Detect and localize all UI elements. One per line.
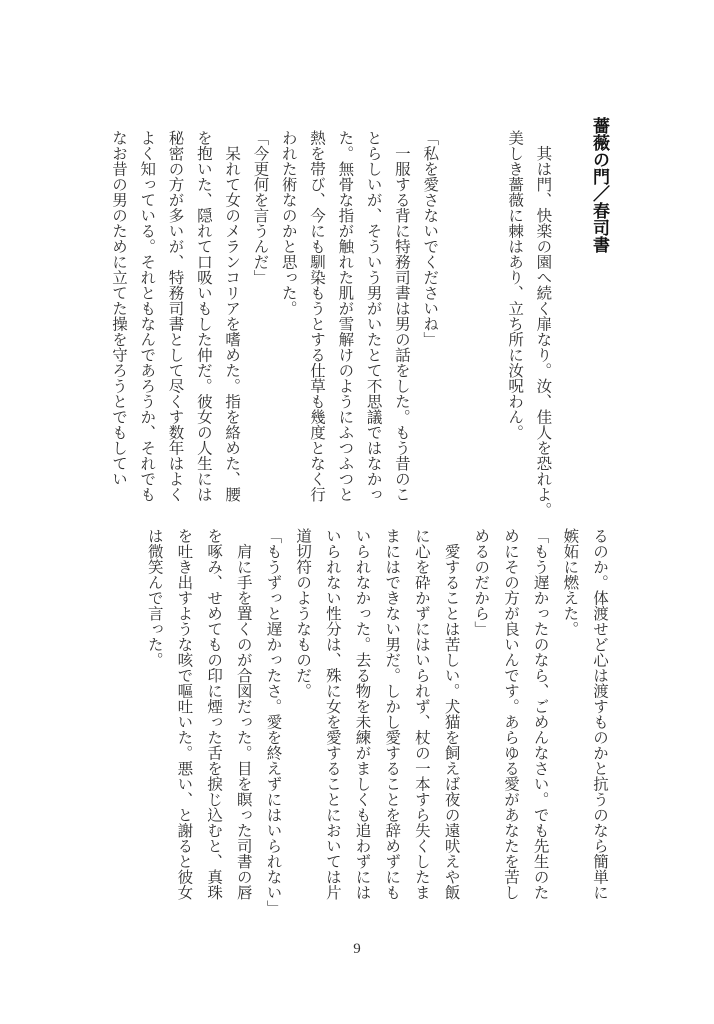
text-column: 肩に手を置くのが合図だった。目を瞑った司書の唇 [234,528,253,900]
text-column: 美しき薔薇に棘はあり、立ち所に汝呪わん。 [506,130,525,440]
text-column: 道切符のようなものだ。 [294,528,313,699]
text-column: 「私を愛さないでくださいね」 [421,130,440,347]
text-column: 嫉妬に燃えた。 [561,528,580,637]
text-column: に心を砕かずにはいられず、杖の一本すら失くしたま [412,528,431,900]
text-column: 「今更何を言うんだ」 [251,130,270,285]
text-column: るのか。体渡せど心は渡すものかと抗うのなら簡単に [591,528,609,900]
text-column: を抱いた、隠れて口吸いもした仲だ。彼女の人生には [194,130,213,502]
text-column: めにその方が良いんです。あらゆる愛があなたを苦し [501,528,520,900]
blank-line [550,130,578,518]
text-column: めるのだから」 [472,528,491,637]
text-column: われた術なのかと思った。 [279,130,298,316]
text-column: 熱を帯び、今にも馴染もうとする仕草も幾度となく行 [308,130,327,502]
text-column: 「もう遅かったのなら、ごめんなさい。でも先生のた [531,528,550,900]
text-column: 秘密の方が多いが、特務司書として尽くす数年はよく [166,130,185,502]
text-column: まにはできない男だ。しかし愛することを辞めずにも [383,528,402,900]
text-column: を吐き出すような咳で嘔吐いた。悪い、と謝ると彼女 [175,528,194,900]
blank-line [437,130,465,518]
text-column: よく知っている。それともなんであろうか、それでも [138,130,157,502]
story-title: 薔薇の門／春司書 [589,117,609,253]
text-column: た。無骨な指が触れた肌が雪解けのようにふつふつと [336,130,355,502]
text-column: なお昔の男のために立てた操を守ろうとでもしてい [109,130,128,487]
lower-text-block [132,528,607,916]
text-column: 呆れて女のメランコリアを嗜めた。指を絡めた、腰 [223,130,242,502]
text-column: いられなかった。去る物を未練がましくも追わずには [353,528,372,900]
text-column: は微笑んで言った。 [145,528,164,668]
page-number: 9 [353,941,361,957]
text-column: 愛することは苦しい。犬猫を飼えば夜の遠吠えや飯 [442,528,461,900]
text-column: 其は門、快楽の園へ続く扉なり。汝、佳人を恐れよ。 [534,130,553,518]
text-column: を啄み、せめてもの印に煙った舌を捩じ込むと、真珠 [205,528,224,900]
text-column: 「もうずっと遅かったさ。愛を終えずにはいられない」 [264,528,283,916]
upper-text-block [98,117,609,518]
blank-line [466,130,494,518]
text-column: 一服する背に特務司書は男の話をした。もう昔のこ [392,130,411,502]
text-column: いられない性分は、殊に女を愛することにおいては片 [323,528,342,900]
text-column: とらしいが、そういう男がいたとて不思議ではなかっ [364,130,383,502]
